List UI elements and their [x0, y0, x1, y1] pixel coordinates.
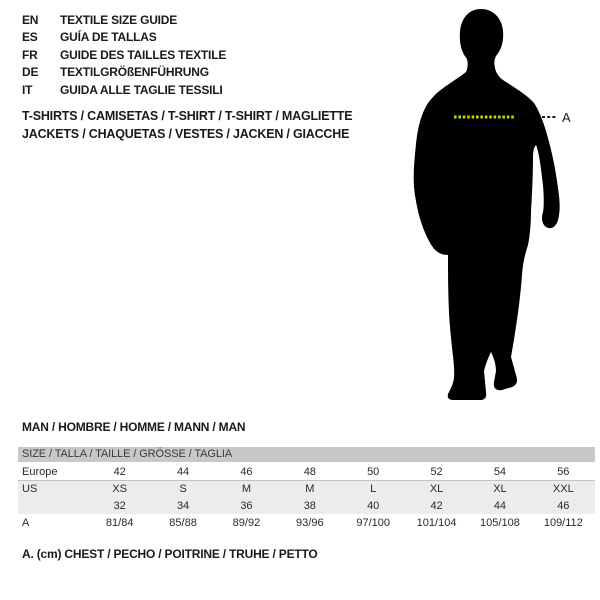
- language-name: TEXTILGRÖßENFÜHRUNG: [60, 65, 209, 80]
- size-value: 52: [430, 465, 443, 478]
- size-value: 56: [557, 465, 570, 478]
- table-row-europe: [18, 463, 595, 480]
- size-value: XL: [493, 483, 507, 495]
- size-value: 97/100: [356, 517, 391, 529]
- table-row-chest-a: [18, 514, 595, 532]
- man-silhouette-figure: [408, 5, 583, 403]
- size-value: 32: [113, 499, 126, 512]
- language-code: DE: [22, 65, 39, 80]
- garment-categories: [22, 107, 352, 143]
- language-row: [22, 81, 226, 99]
- table-row-numeric: [18, 497, 595, 514]
- section-title-man: MAN / HOMBRE / HOMME / MANN / MAN: [22, 420, 246, 434]
- language-name: TEXTILE SIZE GUIDE: [60, 12, 178, 27]
- size-value: 93/96: [296, 517, 324, 529]
- size-value: 89/92: [232, 517, 261, 529]
- measure-label-a: A: [562, 110, 571, 125]
- footnote-chest-legend: A. (cm) CHEST / PECHO / POITRINE / TRUHE / PETTO: [22, 547, 318, 561]
- size-value: 42: [113, 465, 126, 478]
- category-jackets: JACKETS / CHAQUETAS / VESTES / JACKEN / GIACCHE: [22, 127, 350, 141]
- category-tshirts: T-SHIRTS / CAMISETAS / T-SHIRT / T-SHIRT / MAGLIETTE: [22, 109, 353, 123]
- size-value: 109/112: [543, 517, 583, 529]
- man-silhouette: [414, 9, 560, 400]
- row-label: Europe: [22, 465, 58, 478]
- size-value: XXL: [552, 483, 574, 495]
- size-value: S: [179, 483, 187, 495]
- size-value: XL: [429, 483, 444, 495]
- language-row: [22, 29, 226, 47]
- size-value: 105/108: [480, 517, 520, 529]
- size-value: 44: [493, 499, 507, 512]
- size-value: M: [305, 483, 315, 495]
- size-value: 85/88: [169, 517, 197, 529]
- row-label: A: [22, 517, 30, 529]
- language-row: [22, 11, 226, 29]
- size-value: 34: [176, 499, 190, 512]
- size-value: XS: [112, 483, 128, 495]
- size-value: 50: [367, 465, 380, 478]
- size-value: M: [241, 483, 252, 495]
- table-row-us: [18, 480, 595, 497]
- language-list: [22, 11, 226, 99]
- table-header: SIZE / TALLA / TAILLE / GRÖSSE / TAGLIA: [18, 447, 595, 462]
- size-value: 48: [303, 465, 316, 478]
- size-value: 40: [367, 499, 380, 512]
- language-name: GUIDE DES TAILLES TEXTILE: [60, 47, 227, 62]
- size-table: [18, 447, 595, 532]
- size-value: 101/104: [416, 517, 457, 529]
- language-code: EN: [22, 12, 39, 27]
- size-value: L: [370, 483, 377, 495]
- language-code: ES: [22, 30, 38, 45]
- size-value: 54: [493, 465, 507, 478]
- size-value: 36: [240, 499, 253, 512]
- size-value: 38: [303, 499, 316, 512]
- language-name: GUÍA DE TALLAS: [60, 30, 157, 45]
- size-value: 81/84: [105, 517, 134, 529]
- size-value: 42: [430, 499, 443, 512]
- size-value: 46: [240, 465, 253, 478]
- size-value: 46: [557, 499, 570, 512]
- language-row: [22, 46, 226, 64]
- row-label: US: [22, 483, 38, 495]
- language-name: GUIDA ALLE TAGLIE TESSILI: [60, 82, 223, 97]
- language-row: [22, 64, 226, 82]
- language-code: FR: [22, 47, 38, 62]
- size-value: 44: [176, 465, 190, 478]
- language-code: IT: [22, 82, 33, 97]
